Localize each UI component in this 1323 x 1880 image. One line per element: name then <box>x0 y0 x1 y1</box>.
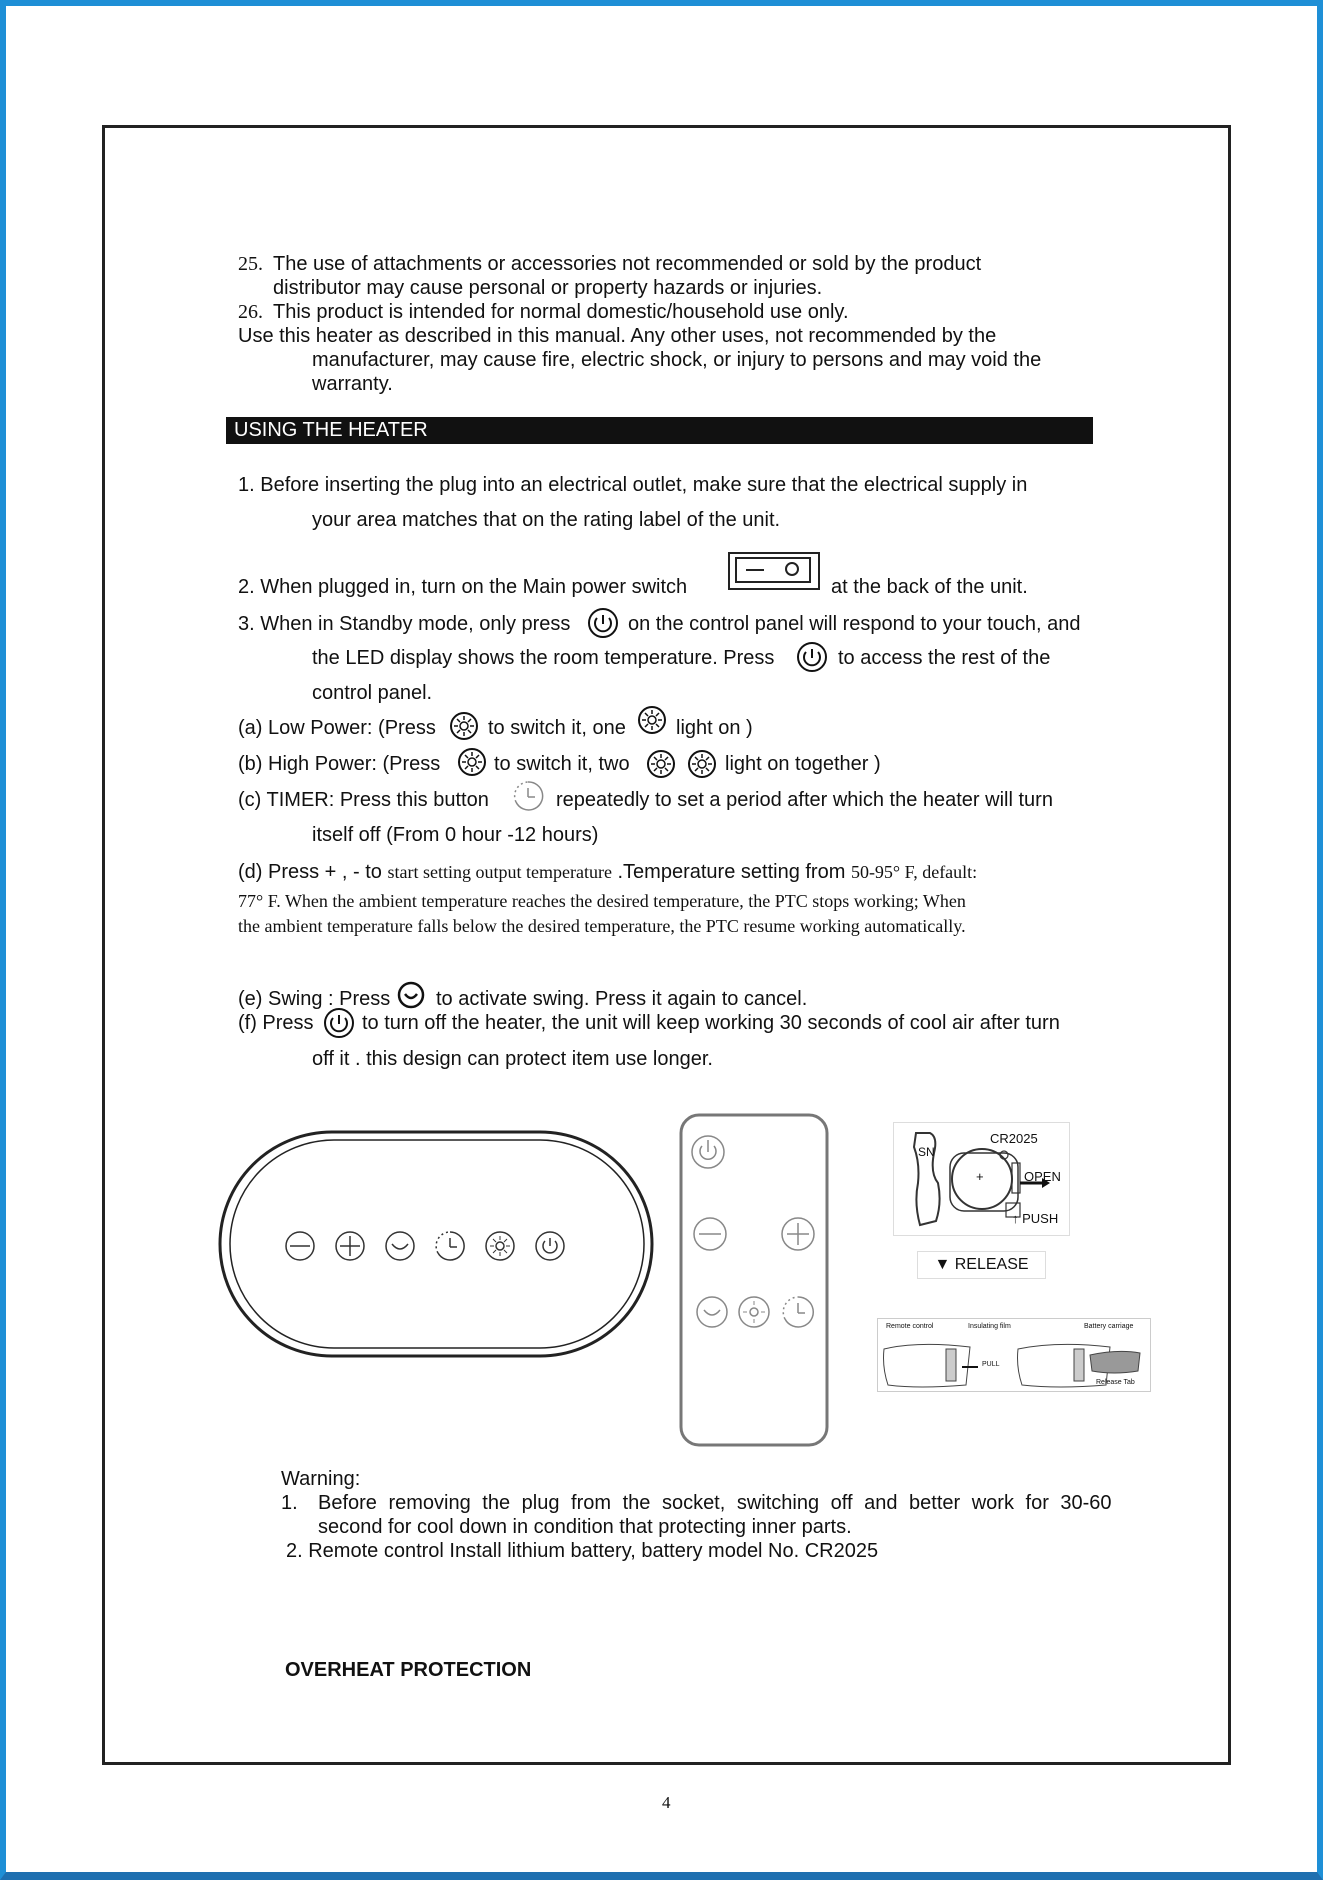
low-power-text-a: (a) Low Power: (Press <box>238 717 436 739</box>
release-label: ▼ RELEASE <box>917 1251 1046 1279</box>
heat-icon <box>686 748 718 780</box>
high-power-text-a: (b) High Power: (Press <box>238 753 441 775</box>
heat-icon <box>636 704 668 736</box>
high-power-text-b: to switch it, two <box>494 753 630 775</box>
temperature-line1 <box>238 860 977 884</box>
insulating-film-label: Insulating film <box>968 1323 1011 1330</box>
temperature-text-c: .Temperature setting from <box>617 861 846 883</box>
step3-text-e: control panel. <box>312 682 433 704</box>
timer-text-b: repeatedly to set a period after which the heater will turn <box>556 789 1053 811</box>
swing-icon <box>396 980 426 1010</box>
page-number: 4 <box>662 1793 671 1812</box>
heater-control-panel-diagram <box>216 1128 656 1360</box>
power-icon <box>795 640 829 674</box>
temperature-text-a: (d) Press + , - to <box>238 861 382 883</box>
power-icon <box>322 1006 356 1040</box>
open-label: OPEN <box>1024 1169 1061 1184</box>
temperature-text-b: start setting output temperature <box>387 862 612 882</box>
warning-1-number: 1. <box>281 1492 298 1514</box>
warning-1-line1: Before removing the plug from the socket, switching off and better work for 30-60 <box>318 1492 1112 1514</box>
battery-install-diagram <box>877 1318 1151 1392</box>
step2-text-b: at the back of the unit. <box>831 576 1028 598</box>
step3-text-c: the LED display shows the room temperature. Press <box>312 647 775 669</box>
item-25-number: 25. <box>238 253 263 275</box>
low-power-text-c: light on ) <box>676 717 753 739</box>
step1-line2: your area matches that on the rating label of the unit. <box>312 509 781 531</box>
use-line2: manufacturer, may cause fire, electric shock, or injury to persons and may void the <box>312 349 1042 371</box>
warning-2: 2. Remote control Install lithium battery, battery model No. CR2025 <box>286 1540 879 1562</box>
timer-text-a: (c) TIMER: Press this button <box>238 789 489 811</box>
warning-1-line2: second for cool down in condition that protecting inner parts. <box>318 1516 852 1538</box>
temperature-text-d: 50-95° F, default: <box>850 862 978 882</box>
use-line3: warranty. <box>312 373 393 395</box>
timer-text-c: itself off (From 0 hour -12 hours) <box>312 824 599 846</box>
pull-label: PULL <box>982 1361 1000 1368</box>
item-25-line1: The use of attachments or accessories not recommended or sold by the product <box>273 253 982 275</box>
remote-control-label: Remote control <box>886 1323 934 1330</box>
sn-label: SN <box>918 1145 935 1159</box>
item-26-number: 26. <box>238 301 263 323</box>
push-label: ↑ PUSH <box>1012 1211 1059 1226</box>
release-tab-label: Release Tab <box>1096 1379 1135 1386</box>
step3-text-d: to access the rest of the <box>838 647 1051 669</box>
item-26-line1: This product is intended for normal domestic/household use only. <box>273 301 849 323</box>
off-text-c: off it . this design can protect item use longer. <box>312 1048 713 1070</box>
high-power-text-c: light on together ) <box>725 753 881 775</box>
main-switch-icon <box>728 552 820 590</box>
section-title-bar: USING THE HEATER <box>226 417 1093 444</box>
step1-line1: 1. Before inserting the plug into an electrical outlet, make sure that the electrical supply in <box>238 474 1028 496</box>
step2-text-a: 2. When plugged in, turn on the Main power switch <box>238 576 688 598</box>
heat-icon <box>456 746 488 778</box>
warning-title: Warning: <box>281 1468 361 1490</box>
overheat-protection-heading: OVERHEAT PROTECTION <box>285 1659 532 1681</box>
off-text-b: to turn off the heater, the unit will keep working 30 seconds of cool air after turn <box>362 1012 1060 1034</box>
off-text-a: (f) Press <box>238 1012 314 1034</box>
low-power-text-b: to switch it, one <box>488 717 626 739</box>
battery-carriage-label: Battery carriage <box>1084 1323 1134 1330</box>
step3-text-a: 3. When in Standby mode, only press <box>238 613 571 635</box>
item-25-line2: distributor may cause personal or property hazards or injuries. <box>273 277 823 299</box>
timer-icon <box>510 778 546 814</box>
heat-icon <box>448 710 480 742</box>
remote-control-diagram <box>678 1112 830 1448</box>
swing-text-b: to activate swing. Press it again to cancel. <box>436 988 808 1010</box>
battery-open-diagram <box>893 1122 1070 1236</box>
battery-model-label: CR2025 <box>990 1131 1038 1146</box>
temperature-line2: 77° F. When the ambient temperature reaches the desired temperature, the PTC stops working; When <box>238 891 966 911</box>
heat-icon <box>645 748 677 780</box>
plus-label: + <box>976 1169 984 1184</box>
use-line1: Use this heater as described in this manual. Any other uses, not recommended by the <box>238 325 997 347</box>
step3-text-b: on the control panel will respond to your touch, and <box>628 613 1081 635</box>
swing-text-a: (e) Swing : Press <box>238 988 391 1010</box>
power-icon <box>586 606 620 640</box>
temperature-line3: the ambient temperature falls below the desired temperature, the PTC resume working automatically. <box>238 916 966 936</box>
